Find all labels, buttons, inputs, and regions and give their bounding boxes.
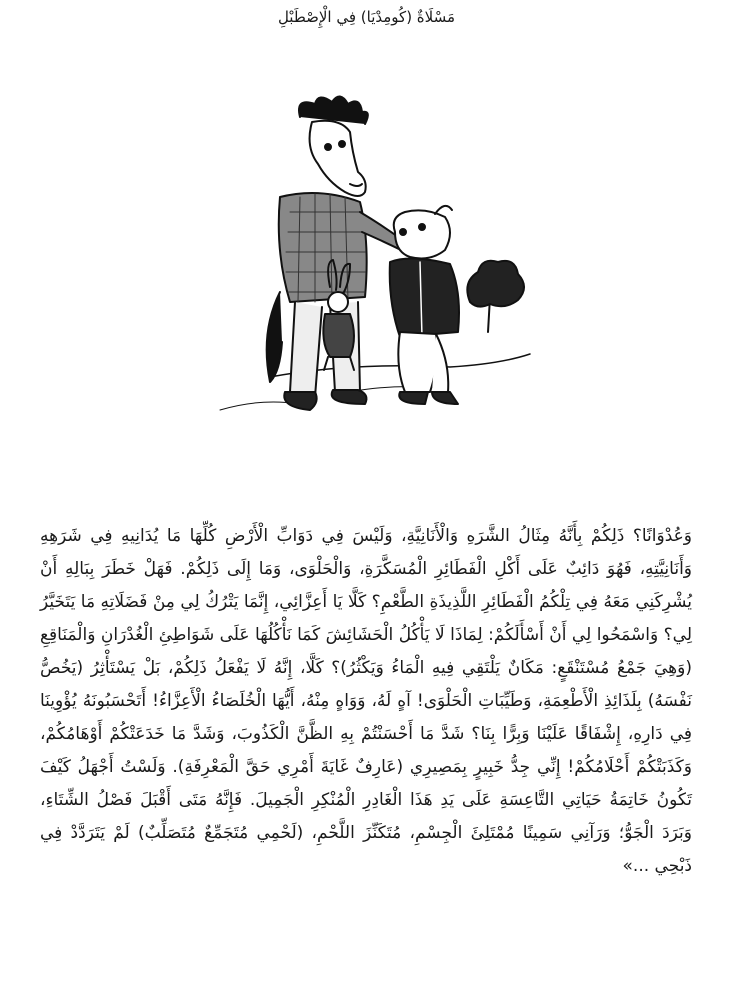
horse-and-pig-cartoon-icon bbox=[200, 92, 540, 432]
page-title: مَسْلَاةٌ (كُومِدْيَا) فِي الْإِصْطَبْلِ bbox=[277, 8, 456, 26]
horse-and-pig-illustration bbox=[200, 92, 540, 432]
body-paragraph: وَعُدْوَانًا؟ ذَلِكُمْ بِأَنَّهُ مِثَالُ الشَّرَهِ وَالْأَنَانِيَّةِ، وَلَيْسَ فِي دَوَابِّ الْأَرْضِ كُلِّهَا مَا يُدَانِيهِ فِي شَرَهِهِ وَأَنَانِيَّتِهِ، فَهُوَ دَائِبٌ عَلَى أَكْلِ الْفَطَائِرِ الْمُسَكَّرَةِ، وَالْحَلْوَى، وَمَا إِلَى ذَلِكُمْ. فَهَلْ خَطَرَ بِبَالِهِ أَنْ يُشْرِكَنِي مَعَهُ فِي تِلْكُمُ الْفَطَائِرِ اللَّذِيذَةِ الطَّعْمِ؟ كَلَّا يَا أَعِزَّائِي، إِنَّمَا يَتْرُكُ لِي مِنْ فَضَلَاتِهِ مَا يَتَخَيَّرُ لِي؟ وَاسْمَحُوا لِي أَنْ أَسْأَلَكُمْ: لِمَاذَا لَا يَأْكُلُ الْحَشَائِشَ كَمَا نَأْكُلُهَا عَلَى شَوَاطِئِ الْغُدْرَانِ وَالْمَنَاقِعِ (وَهِيَ جَمْعُ مُسْتَنْقَعٍ: مَكَانٌ يَلْتَقِي فِيهِ الْمَاءُ وَيَكْثُرُ)؟ كَلَّا، إِنَّهُ لَا يَفْعَلُ ذَلِكُمْ، بَلْ يَسْتَأْثِرُ (يَخُصُّ نَفْسَهُ) بِلَذَائِذِ الْأَطْعِمَةِ، وَطَيِّبَاتِ الْحَلْوَى! آهٍ لَهُ، وَوَاهٍ مِنْهُ، أَيُّهَا الْخُلَصَاءُ الْأَعِزَّاءُ! أَتَحْسَبُونَهُ يُؤْوِينَا فِي دَارِهِ، إِشْفَاقًا عَلَيْنَا وَبِرًّا بِنَا؟ شَدَّ مَا أَحْسَنْتُمْ بِهِ الظَّنَّ الْكَذُوبَ، وَشَدَّ مَا خَدَعَتْكُمْ أَوْهَامُكُمْ، وَكَذَبَتْكُمْ أَحْلَامُكُمْ! إِنِّي جِدُّ خَبِيرٍ بِمَصِيرِي (عَارِفٌ غَايَةَ أَمْرِي حَقَّ الْمَعْرِفَةِ). وَلَسْتُ أَجْهَلُ كَيْفَ تَكُونُ خَاتِمَةُ حَيَاتِي التَّاعِسَةِ عَلَى يَدِ هَذَا الْغَادِرِ الْمُنْكِرِ الْجَمِيلَ. فَإِنَّهُ مَتَى أَقْبَلَ فَصْلُ الشِّتَاءِ، وَبَرَدَ الْجَوُّ؛ وَرَآنِي سَمِينًا مُمْتَلِئَ الْجِسْمِ، مُتَكَنِّزَ اللَّحْمِ، (لَحْمِي مُتَجَمِّعٌ مُتَصَلِّبٌ) لَمْ يَتَرَدَّدْ فِي ذَبْحِي ...» bbox=[40, 526, 692, 876]
body-text bbox=[40, 520, 692, 883]
